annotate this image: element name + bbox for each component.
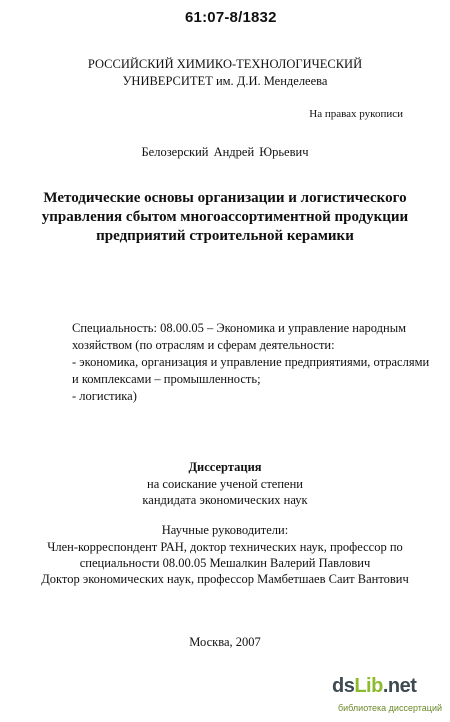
author-name: Белозерский Андрей Юрьевич bbox=[141, 145, 309, 159]
logo-part-net: .net bbox=[382, 675, 417, 697]
logo-part-lib: Lib bbox=[354, 675, 383, 697]
supervisor-line3: Доктор экономических наук, профессор Мамбетшаев Саит Вантович bbox=[41, 572, 409, 586]
specialty-line: и комплексами – промышленность; bbox=[72, 372, 261, 386]
dissertation-heading: Диссертация bbox=[188, 460, 262, 474]
dissertation-title-line3: предприятий строительной керамики bbox=[96, 228, 354, 244]
dissertation-title-line2: управления сбытом многоассортиментной продукции bbox=[41, 209, 409, 225]
specialty-line: - экономика, организация и управление предприятиями, отраслями bbox=[72, 355, 430, 369]
specialty-line: - логистика) bbox=[72, 389, 137, 403]
watermark-subtitle: библиотека диссертаций bbox=[337, 703, 442, 713]
university-name-line2: УНИВЕРСИТЕТ им. Д.И. Менделеева bbox=[122, 74, 328, 88]
specialty-line: хозяйством (по отраслям и сферам деятельности: bbox=[72, 338, 335, 352]
degree-line2: кандидата экономических наук bbox=[142, 493, 308, 507]
specialty-block bbox=[72, 320, 429, 405]
city-year: Москва, 2007 bbox=[189, 635, 261, 649]
supervisor-line2: специальности 08.00.05 Мешалкин Валерий Павлович bbox=[79, 556, 371, 570]
specialty-line: Специальность: 08.00.05 – Экономика и управление народным bbox=[72, 321, 407, 335]
supervisors-heading: Научные руководители: bbox=[161, 523, 289, 537]
dslib-logo bbox=[332, 675, 416, 698]
logo-part-ds: ds bbox=[332, 675, 355, 697]
supervisor-line1: Член-корреспондент РАН, доктор технических наук, профессор по bbox=[47, 540, 403, 554]
dslib-watermark bbox=[332, 675, 442, 715]
manuscript-rights-label: На правах рукописи bbox=[309, 108, 403, 120]
degree-line1: на соискание ученой степени bbox=[147, 477, 303, 491]
archive-code: 61:07-8/1832 bbox=[185, 9, 277, 26]
university-name-line1: РОССИЙСКИЙ ХИМИКО-ТЕХНОЛОГИЧЕСКИЙ bbox=[87, 57, 363, 71]
dissertation-title-line1: Методические основы организации и логистического bbox=[43, 190, 407, 206]
